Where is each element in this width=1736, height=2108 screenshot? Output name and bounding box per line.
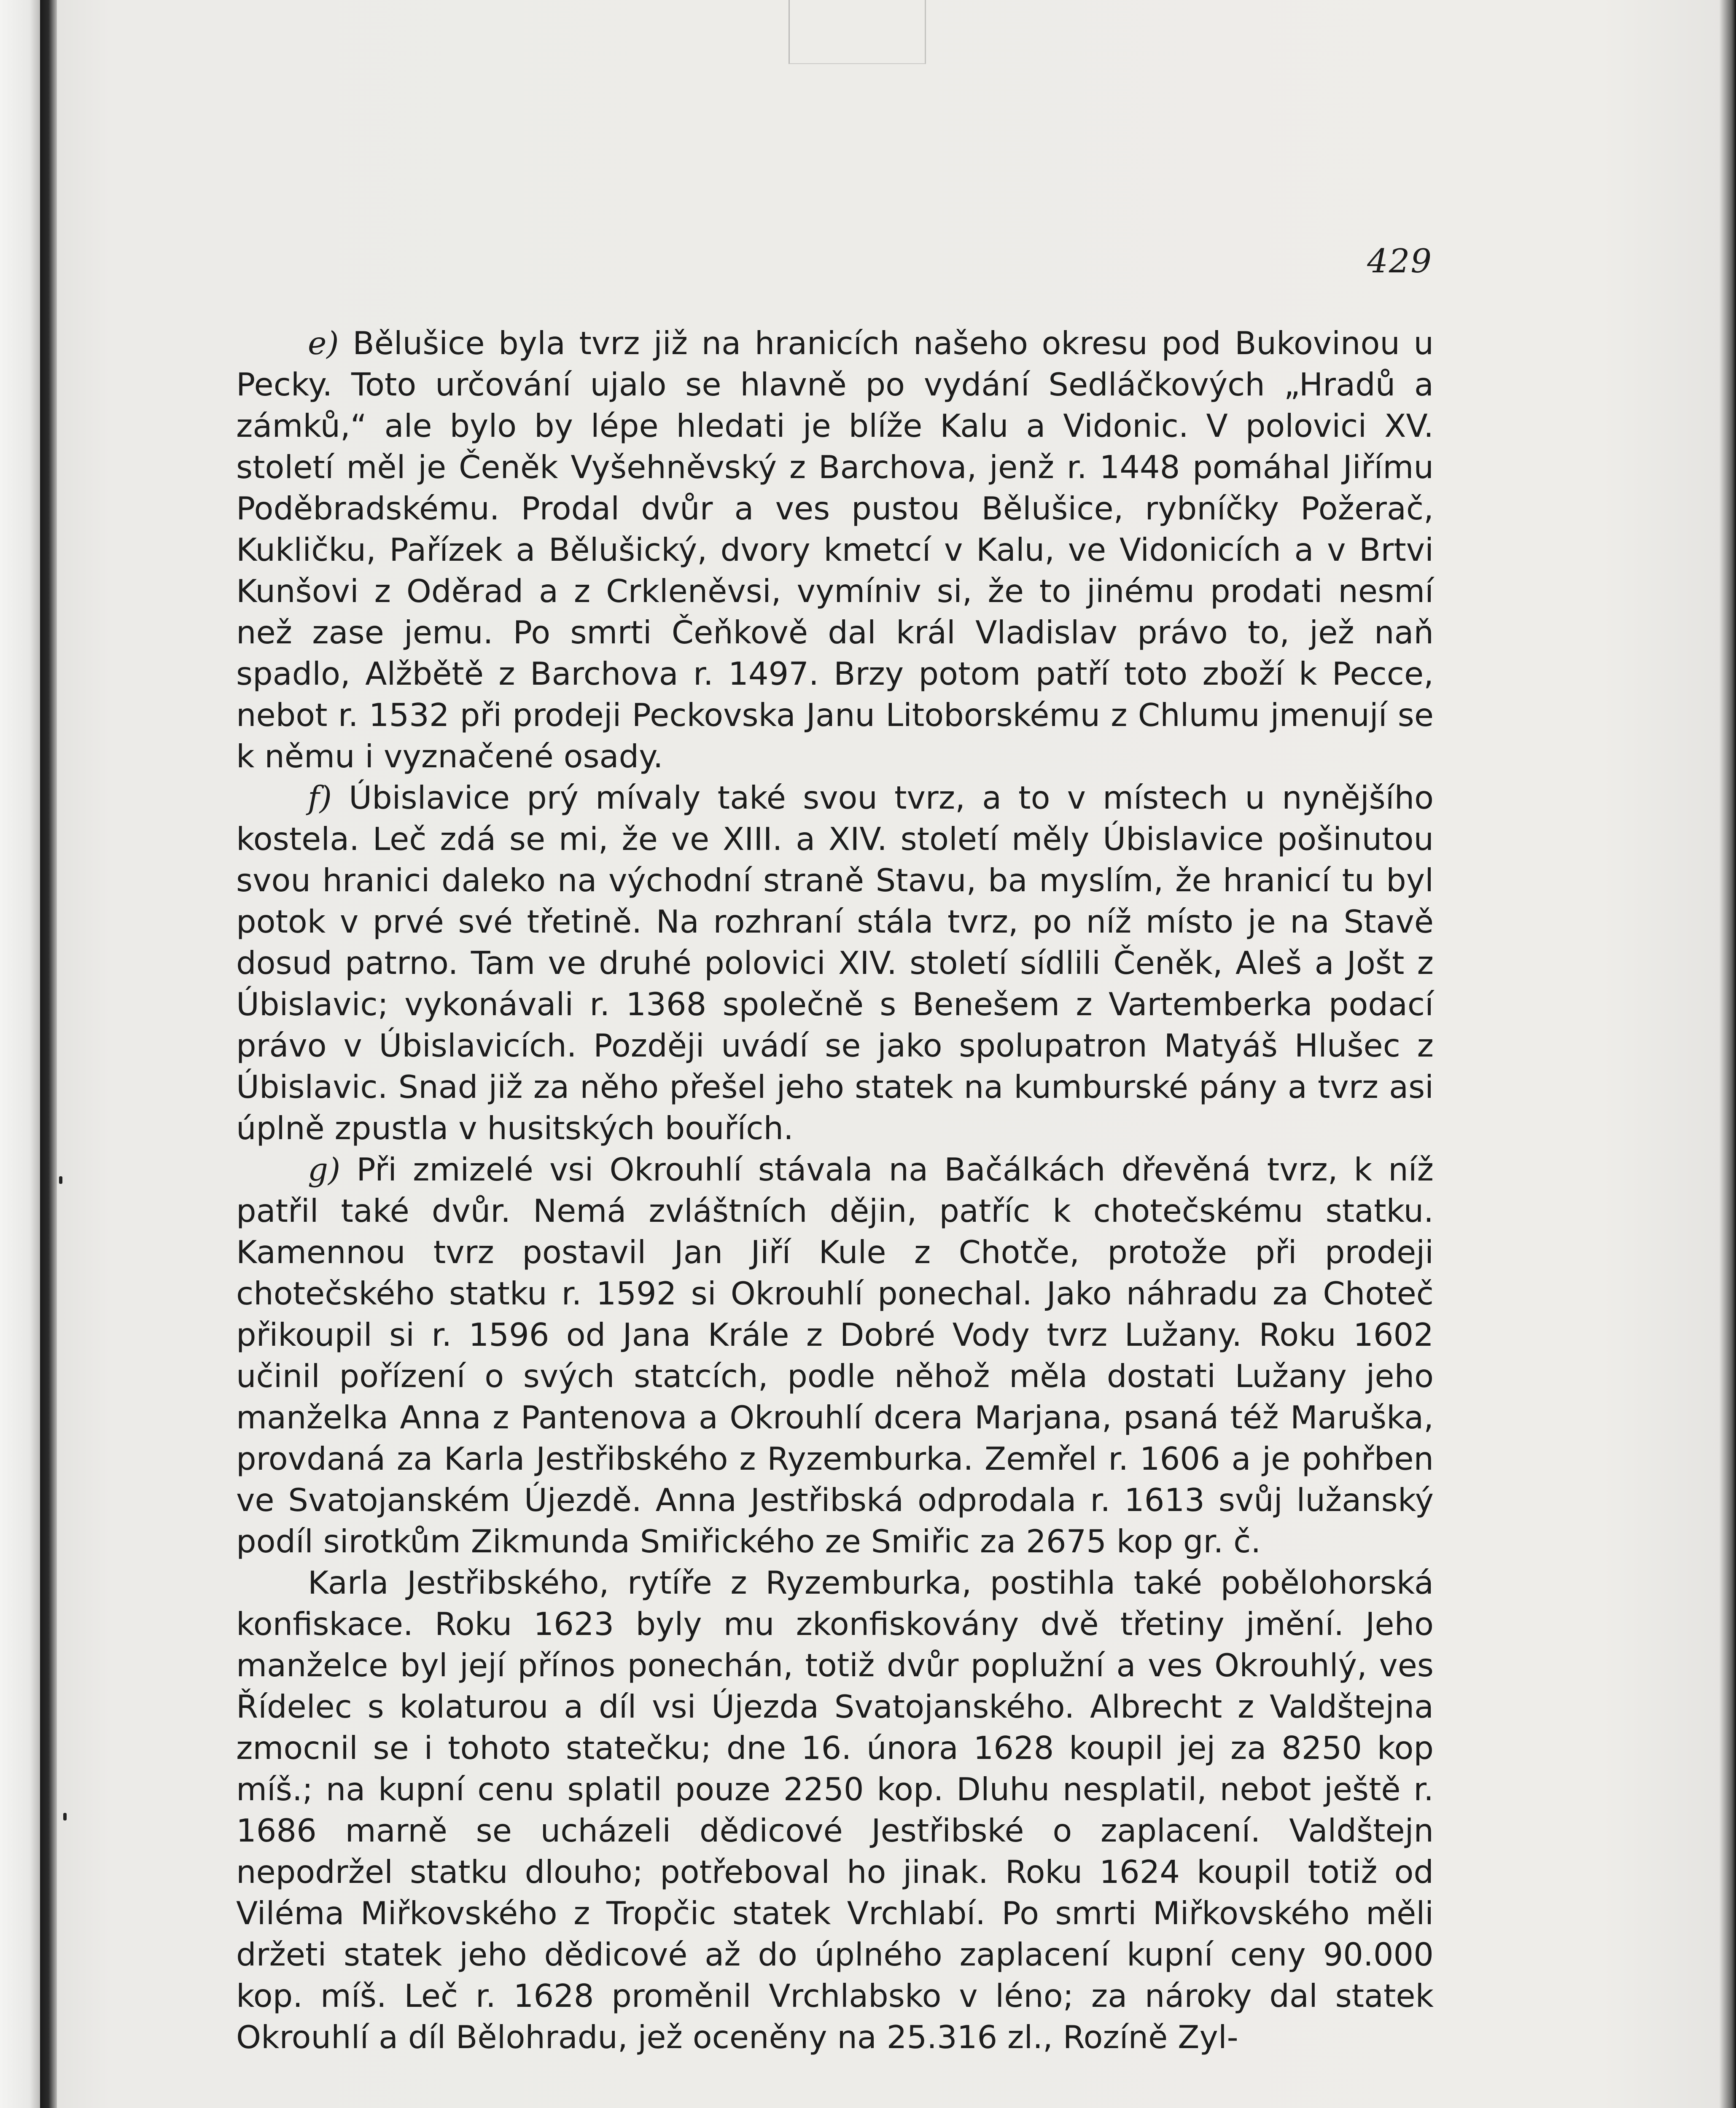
scan-speck (59, 1176, 62, 1184)
paragraph-text: Při zmizelé vsi Okrouhlí stávala na Bačálkách dřevěná tvrz, k níž patřil také dvůr. Nemá zvláštních dějin, patříc k chotečskému statku. Kamennou tvrz postavil Jan Jiří Kule z Chotče, protože při prodeji chotečského statku r. 1592 si Okrouhlí ponechal. Jako náhradu za Choteč přikoupil si r. 1596 od Jana Krále z Dobré Vody tvrz Lužany. Roku 1602 učinil pořízení o svých statcích, podle něhož měla dostati Lužany jeho manželka Anna z Pantenova a Okrouhlí dcera Marjana, psaná též Maruška, provdaná za Karla Jestřibského z Ryzemburka. Zemřel r. 1606 a je pohřben ve Svatojanském Újezdě. Anna Jestřibská odprodala r. 1613 svůj lužanský podíl sirotkům Zikmunda Smiřického ze Smiřic za 2675 kop gr. č. (236, 1151, 1434, 1560)
scan-speck (63, 1813, 67, 1820)
paragraph-text: Bělušice byla tvrz již na hranicích našeho okresu pod Bukovinou u Pecky. Toto určování ujalo se hlavně po vydání Sedláčkových „Hradů a zámků,“ ale bylo by lépe hledati je blíže Kalu a Vidonic. V polovici XV. století měl je Čeněk Vyšehněvský z Barchova, jenž r. 1448 pomáhal Jiřímu Poděbradskému. Prodal dvůr a ves pustou Bělušice, rybníčky Požerač, Kukličku, Pařízek a Bělušický, dvory kmetcí v Kalu, ve Vidonicích a v Brtvi Kunšovi z Oděrad a z Crkleněvsi, vymíniv si, že to jinému prodati nesmí než zase jemu. Po smrti Čeňkově dal král Vladislav právo to, jež naň spadlo, Alžbětě z Barchova r. 1497. Brzy potom patří toto zboží k Pecce, nebot r. 1532 při prodeji Peckovska Janu Litoborskému z Chlumu jmenují se k němu i vyznačené osady. (236, 325, 1434, 775)
page-right-edge (1719, 0, 1736, 2108)
paragraph-marker: g) (308, 1151, 341, 1188)
paragraph-text: Karla Jestřibského, rytíře z Ryzemburka, postihla také pobělohorská konfiskace. Roku 1623 byly mu zkonfiskovány dvě třetiny jmění. Jeho manželce byl její přínos ponechán, totiž dvůr poplužní a ves Okrouhlý, ves Řídelec s kolaturou a díl vsi Újezda Svatojanského. Albrecht z Valdštejna zmocnil se i tohoto statečku; dne 16. února 1628 koupil jej za 8250 kop míš.; na kupní cenu splatil pouze 2250 kop. Dluhu nesplatil, nebot ještě r. 1686 marně se ucházeli dědicové Jestřibské o zaplacení. Valdštejn nepodržel statku dlouho; potřeboval ho jinak. Roku 1624 koupil totiž od Viléma Miřkovského z Tropčic statek Vrchlabí. Po smrti Miřkovského měli držeti statek jeho dědicové až do úplného zaplacení kupní ceny 90.000 kop. míš. Leč r. 1628 proměnil Vrchlabsko v léno; za nároky dal statek Okrouhlí a díl Bělohradu, jež oceněny na 25.316 zl., Rozíně Zyl- (236, 1564, 1434, 2056)
scan-artifact (789, 0, 926, 64)
page-number: 429 (1367, 242, 1432, 280)
body-text (236, 323, 1434, 2058)
page-margin-shadow (0, 0, 40, 2108)
paragraph-g (236, 1149, 1434, 1562)
book-spine (40, 0, 57, 2108)
paragraph-f (236, 777, 1434, 1149)
paragraph-e (236, 323, 1434, 777)
paragraph-text: Úbislavice prý mívaly také svou tvrz, a to v místech u nynějšího kostela. Leč zdá se mi, že ve XIII. a XIV. století měly Úbislavice pošinutou svou hranici daleko na východní straně Stavu, ba myslím, že hranicí tu byl potok v prvé své třetině. Na rozhraní stála tvrz, po níž místo je na Stavě dosud patrno. Tam ve druhé polovici XIV. století sídlili Čeněk, Aleš a Jošt z Úbislavic; vykonávali r. 1368 společně s Benešem z Vartemberka podací právo v Úbislavicích. Později uvádí se jako spolupatron Matyáš Hlušec z Úbislavic. Snad již za něho přešel jeho statek na kumburské pány a tvrz asi úplně zpustla v husitských bouřích. (236, 779, 1434, 1147)
paragraph-karel (236, 1562, 1434, 2058)
paragraph-marker: e) (308, 325, 339, 362)
paragraph-marker: f) (308, 779, 332, 816)
